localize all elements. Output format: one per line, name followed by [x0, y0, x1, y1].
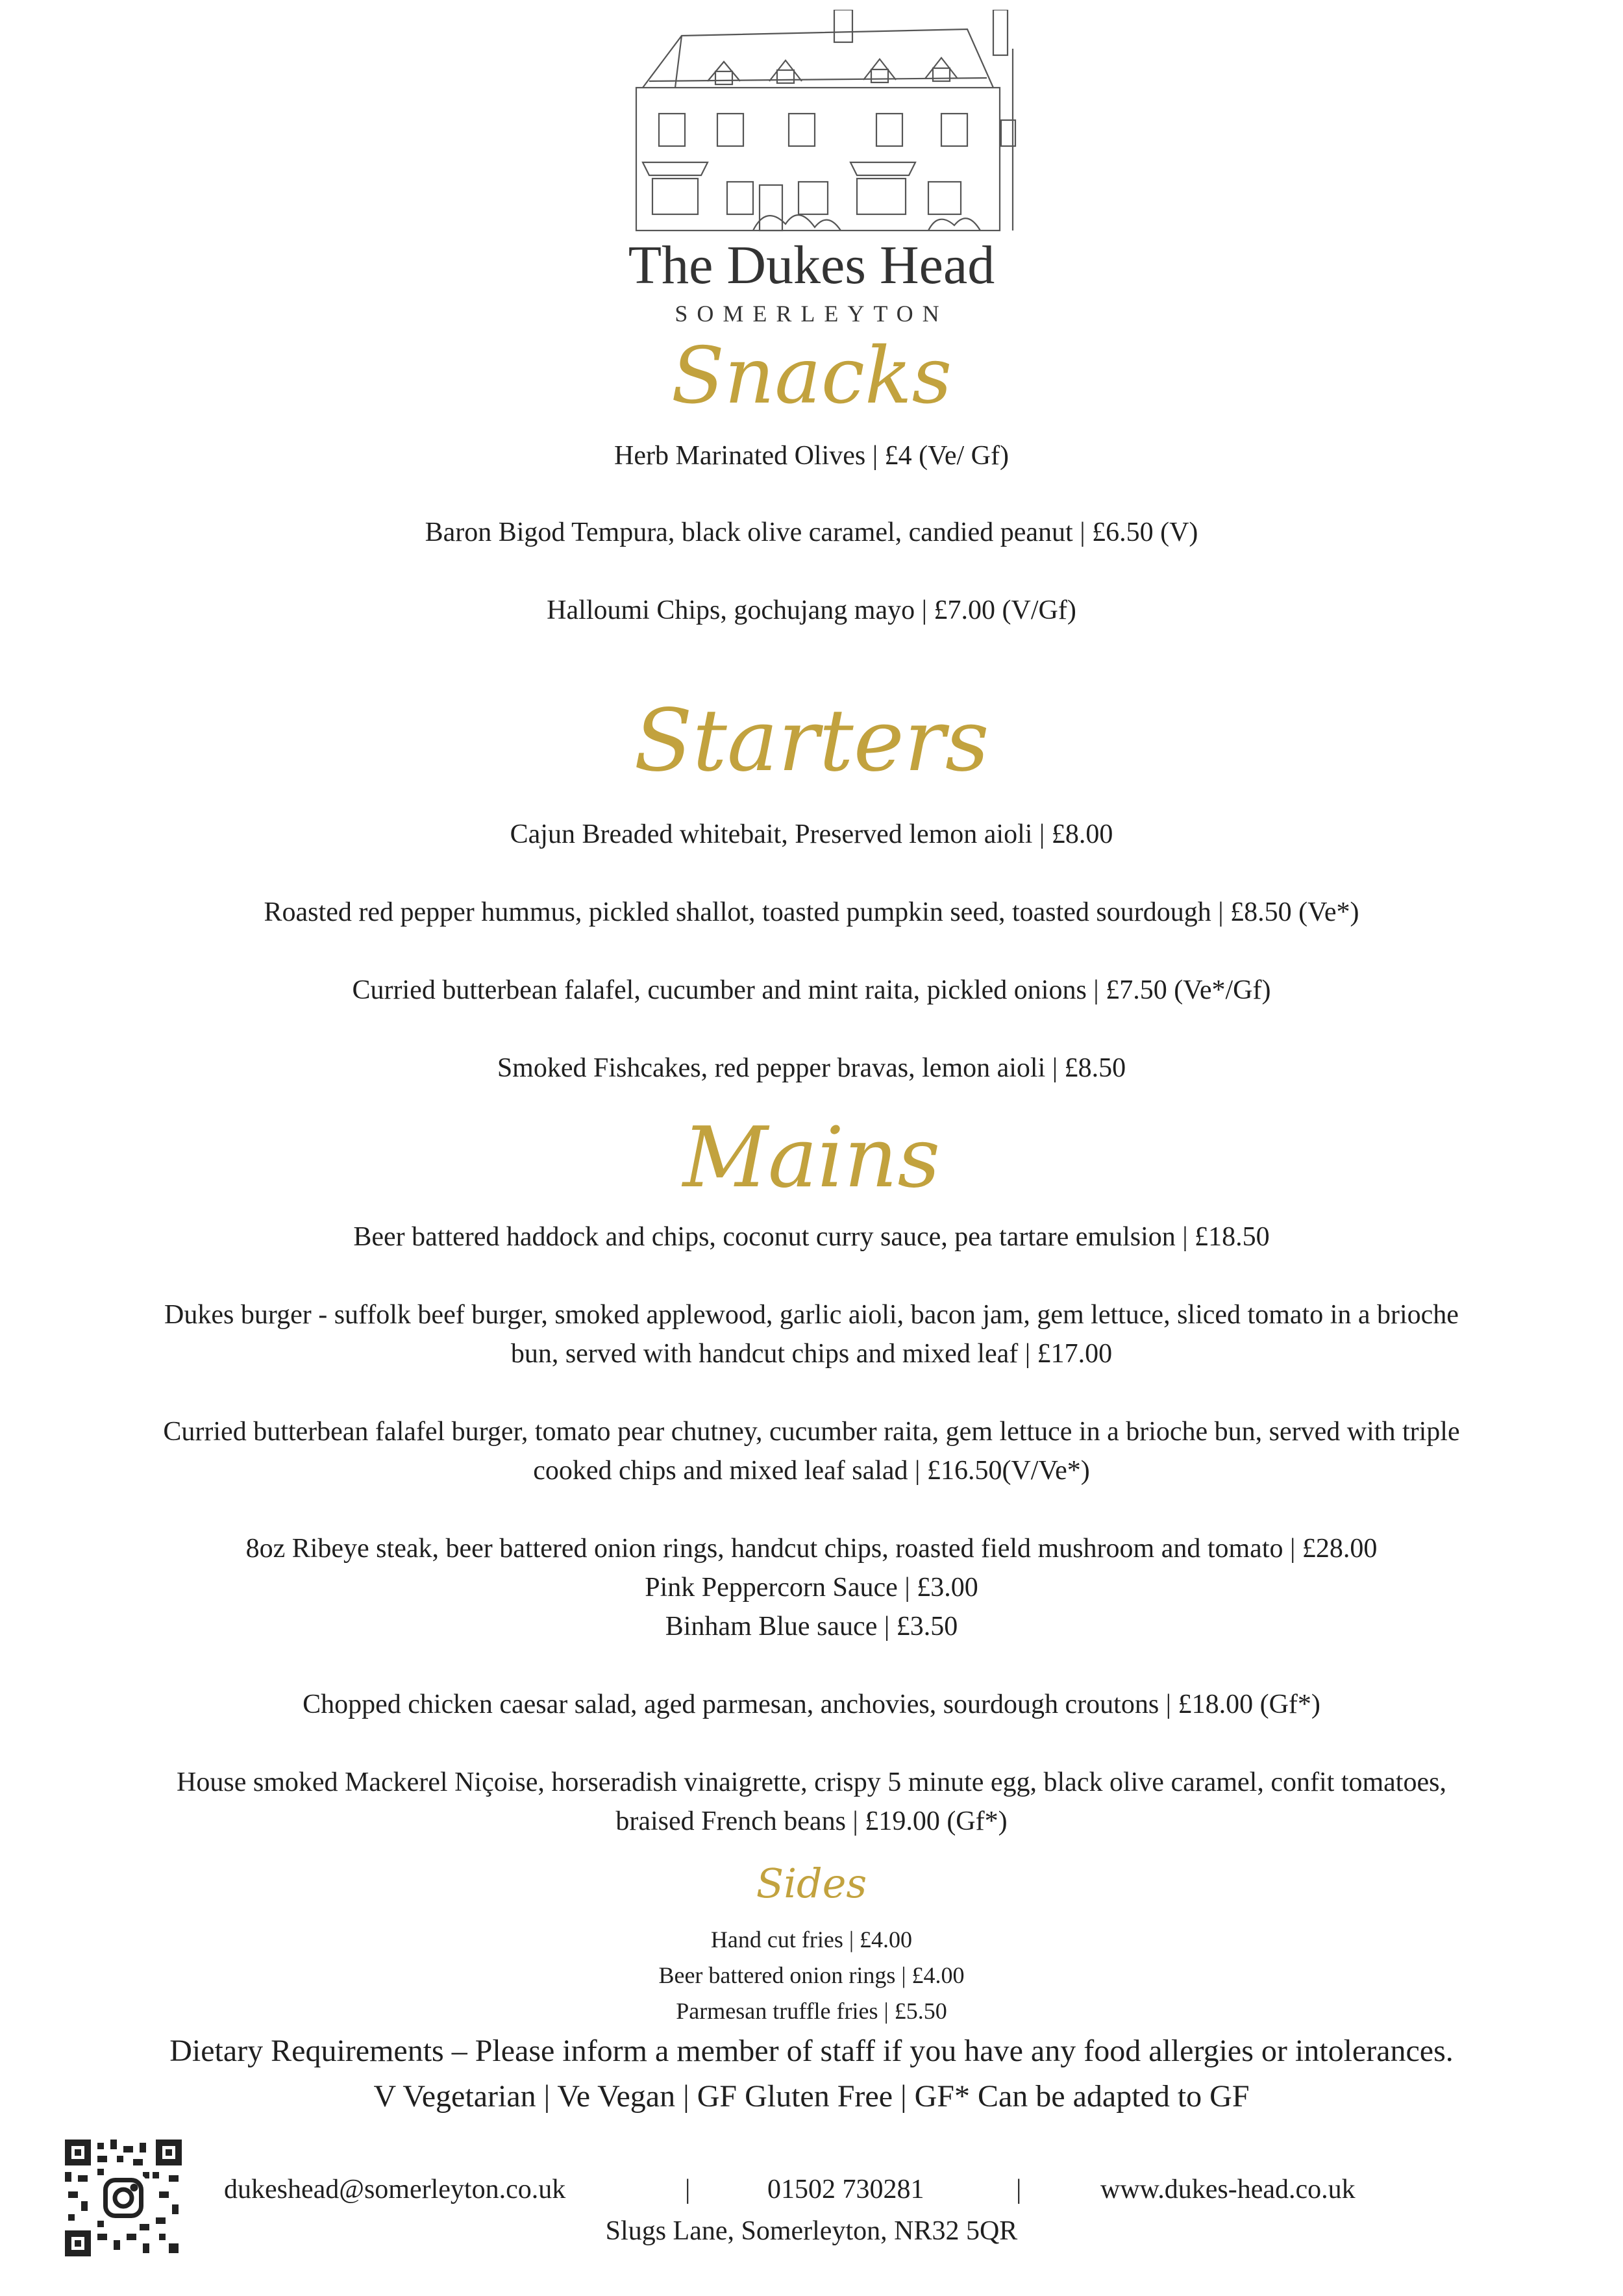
- main-item-line: Dukes burger - suffolk beef burger, smoked applewood, garlic aioli, bacon jam, gem lettuce, sliced tomato in a brioche: [164, 1300, 1459, 1330]
- main-item-mackerel: [78, 1763, 1545, 1841]
- section-title-sides: Sides: [756, 1860, 867, 1907]
- main-item-line: cooked chips and mixed leaf salad | £16.50(V/Ve*): [533, 1456, 1090, 1486]
- side-item: Parmesan truffle fries | £5.50: [676, 1998, 947, 2024]
- main-item-line: Curried butterbean falafel burger, tomato pear chutney, cucumber raita, gem lettuce in a brioche bun, served with triple: [163, 1417, 1460, 1447]
- footer-separator: |: [685, 2175, 691, 2204]
- brand-name: The Dukes Head: [628, 235, 995, 295]
- main-item-line: House smoked Mackerel Niçoise, horseradish vinaigrette, crispy 5 minute egg, black olive caramel, confit tomatoes,: [177, 1767, 1446, 1797]
- section-title-starters: Starters: [634, 691, 989, 791]
- sauce-option: Binham Blue sauce | £3.50: [665, 1612, 958, 1641]
- starter-item: Curried butterbean falafel, cucumber and mint raita, pickled onions | £7.50 (Ve*/Gf): [352, 975, 1271, 1005]
- pub-building-illustration: [604, 10, 1032, 250]
- side-item: Beer battered onion rings | £4.00: [658, 1962, 965, 1988]
- footer-separator: |: [1016, 2175, 1022, 2204]
- brand-location: SOMERLEYTON: [675, 301, 948, 327]
- main-item-haddock: Beer battered haddock and chips, coconut curry sauce, pea tartare emulsion | £18.50: [353, 1222, 1270, 1252]
- snack-item: Baron Bigod Tempura, black olive caramel, candied peanut | £6.50 (V): [425, 518, 1198, 547]
- main-item-line: bun, served with handcut chips and mixed leaf | £17.00: [510, 1339, 1113, 1369]
- snack-item: Herb Marinated Olives | £4 (Ve/ Gf): [614, 441, 1009, 471]
- contact-email[interactable]: dukeshead@somerleyton.co.uk: [224, 2175, 566, 2204]
- section-title-mains: Mains: [682, 1110, 941, 1206]
- side-item: Hand cut fries | £4.00: [710, 1927, 913, 1953]
- main-item-ribeye: [78, 1529, 1545, 1646]
- main-item-falafel-burger: [78, 1412, 1545, 1490]
- main-item-line: 8oz Ribeye steak, beer battered onion rings, handcut chips, roasted field mushroom and tomato | £28.00: [245, 1534, 1378, 1564]
- website-link[interactable]: www.dukes-head.co.uk: [1100, 2175, 1356, 2204]
- sauce-option: Pink Peppercorn Sauce | £3.00: [645, 1573, 978, 1603]
- address: Slugs Lane, Somerleyton, NR32 5QR: [605, 2216, 1018, 2246]
- main-item-burger: [78, 1295, 1545, 1373]
- starter-item: Cajun Breaded whitebait, Preserved lemon aioli | £8.00: [510, 819, 1113, 849]
- main-item-line: braised French beans | £19.00 (Gf*): [615, 1806, 1008, 1836]
- main-item-caesar: Chopped chicken caesar salad, aged parmesan, anchovies, sourdough croutons | £18.00 (Gf*): [303, 1690, 1320, 1719]
- snack-item: Halloumi Chips, gochujang mayo | £7.00 (V/Gf): [547, 595, 1076, 625]
- starter-item: Roasted red pepper hummus, pickled shallot, toasted pumpkin seed, toasted sourdough | £8.50 (Ve*): [264, 897, 1359, 927]
- section-title-snacks: Snacks: [671, 331, 952, 421]
- contact-phone[interactable]: 01502 730281: [767, 2175, 924, 2204]
- starter-item: Smoked Fishcakes, red pepper bravas, lemon aioli | £8.50: [497, 1053, 1126, 1083]
- dietary-key: V Vegetarian | Ve Vegan | GF Gluten Free | GF* Can be adapted to GF: [373, 2079, 1250, 2114]
- dietary-notice: Dietary Requirements – Please inform a member of staff if you have any food allergies or intolerances.: [169, 2034, 1454, 2068]
